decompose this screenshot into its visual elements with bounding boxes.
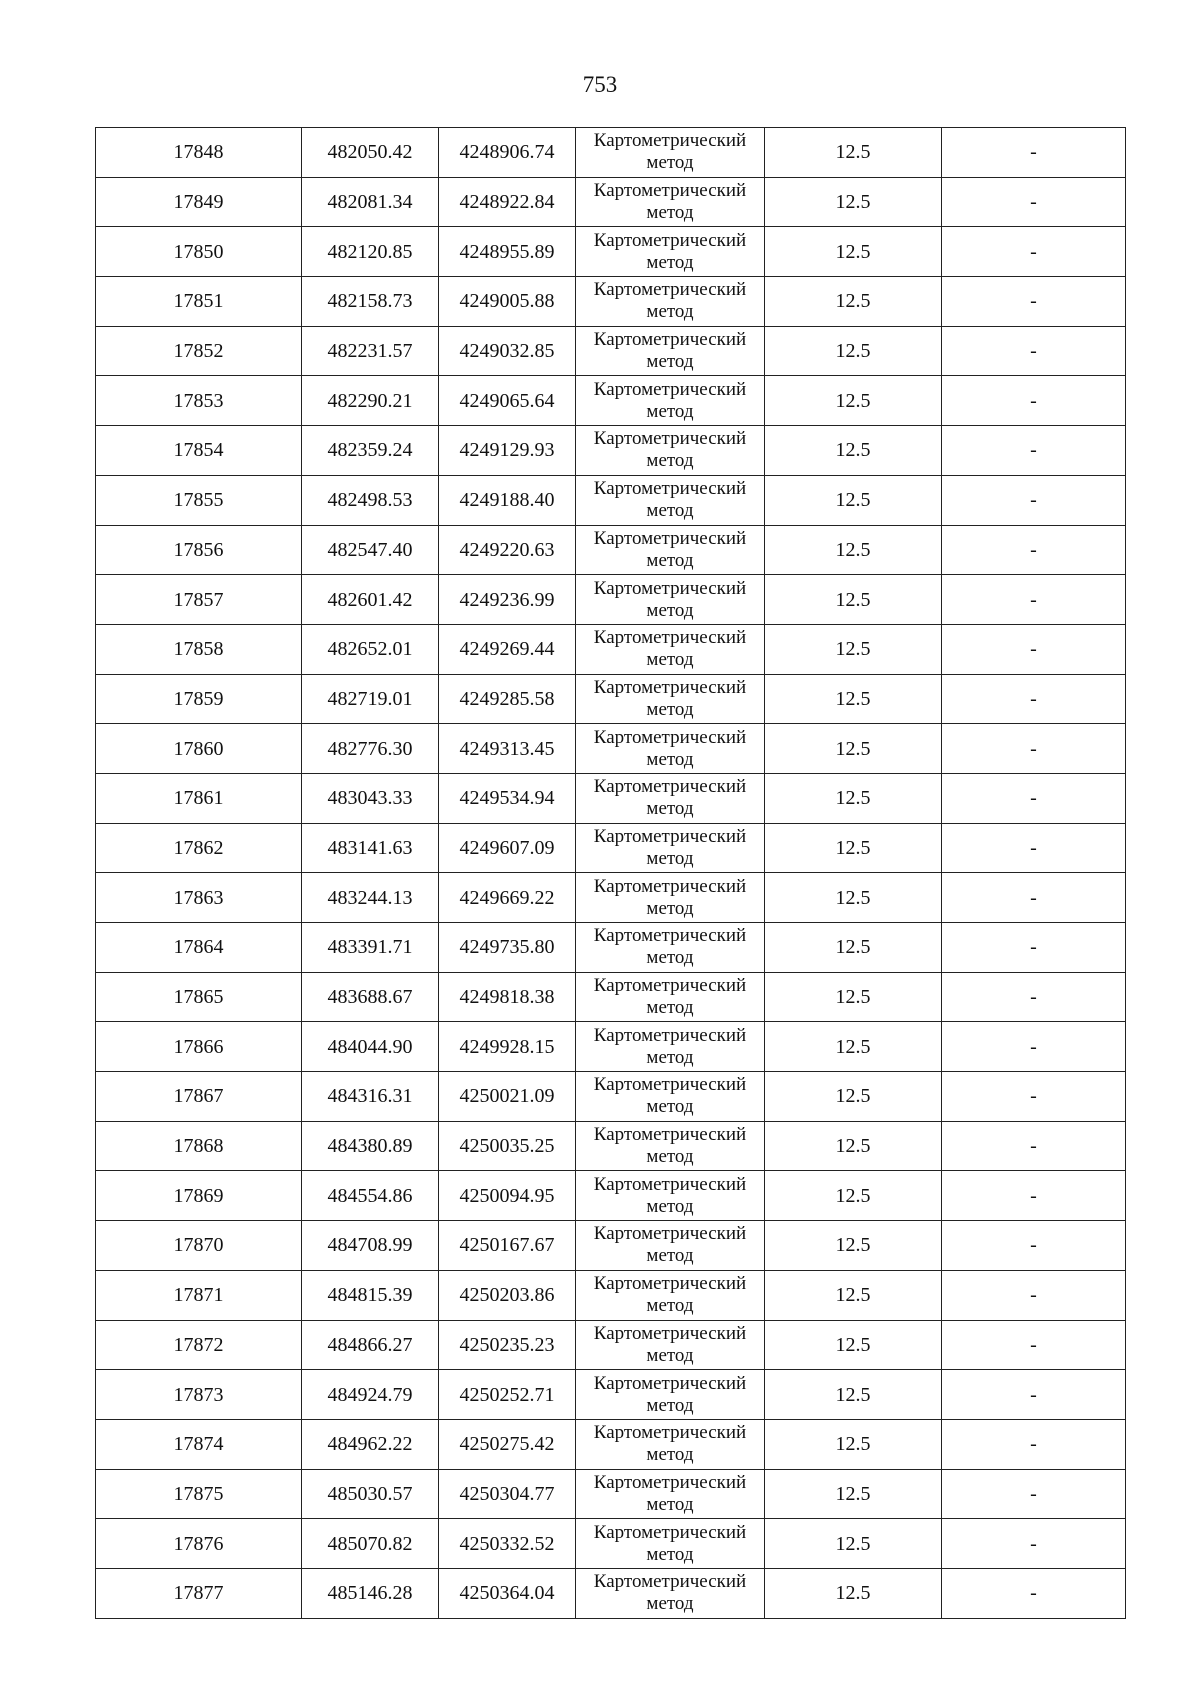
y-coordinate-cell: 4250021.09 — [439, 1072, 576, 1122]
y-coordinate-cell: 4249129.93 — [439, 426, 576, 476]
point-number-cell: 17858 — [96, 624, 302, 674]
method-cell — [576, 1072, 765, 1122]
method-line-1: Картометрический — [593, 975, 747, 997]
note-cell: - — [942, 475, 1126, 525]
note-cell: - — [942, 177, 1126, 227]
point-number-cell: 17877 — [96, 1568, 302, 1618]
method-line-1: Картометрический — [593, 1322, 747, 1344]
method-cell — [576, 823, 765, 873]
accuracy-cell: 12.5 — [765, 823, 942, 873]
table-row — [96, 525, 1126, 575]
table-row — [96, 1568, 1126, 1618]
y-coordinate-cell: 4249188.40 — [439, 475, 576, 525]
y-coordinate-cell: 4250167.67 — [439, 1221, 576, 1271]
method-line-1: Картометрический — [593, 676, 747, 698]
method-line-1: Картометрический — [593, 180, 747, 202]
point-number-cell: 17876 — [96, 1519, 302, 1569]
table-body — [96, 128, 1126, 1619]
method-cell — [576, 1370, 765, 1420]
x-coordinate-cell: 482081.34 — [302, 177, 439, 227]
accuracy-cell: 12.5 — [765, 277, 942, 327]
note-cell: - — [942, 923, 1126, 973]
note-cell: - — [942, 1419, 1126, 1469]
method-line-2: метод — [646, 698, 694, 720]
accuracy-cell: 12.5 — [765, 724, 942, 774]
note-cell: - — [942, 1519, 1126, 1569]
method-cell — [576, 972, 765, 1022]
method-line-2: метод — [646, 1444, 694, 1466]
accuracy-cell: 12.5 — [765, 923, 942, 973]
method-cell — [576, 923, 765, 973]
x-coordinate-cell: 485030.57 — [302, 1469, 439, 1519]
y-coordinate-cell: 4249669.22 — [439, 873, 576, 923]
method-cell — [576, 1270, 765, 1320]
method-line-2: метод — [646, 1593, 694, 1615]
table-row — [96, 326, 1126, 376]
note-cell: - — [942, 773, 1126, 823]
method-line-2: метод — [646, 798, 694, 820]
method-line-1: Картометрический — [593, 1521, 747, 1543]
method-cell — [576, 1022, 765, 1072]
method-cell — [576, 674, 765, 724]
accuracy-cell: 12.5 — [765, 1519, 942, 1569]
note-cell: - — [942, 823, 1126, 873]
method-cell — [576, 1221, 765, 1271]
method-line-2: метод — [646, 997, 694, 1019]
x-coordinate-cell: 483244.13 — [302, 873, 439, 923]
method-cell — [576, 873, 765, 923]
point-number-cell: 17849 — [96, 177, 302, 227]
method-line-1: Картометрический — [593, 428, 747, 450]
note-cell: - — [942, 1022, 1126, 1072]
table-row — [96, 1270, 1126, 1320]
method-cell — [576, 1320, 765, 1370]
accuracy-cell: 12.5 — [765, 674, 942, 724]
y-coordinate-cell: 4250035.25 — [439, 1121, 576, 1171]
method-line-2: метод — [646, 1146, 694, 1168]
table-row — [96, 1221, 1126, 1271]
note-cell: - — [942, 326, 1126, 376]
method-line-2: метод — [646, 202, 694, 224]
accuracy-cell: 12.5 — [765, 1221, 942, 1271]
x-coordinate-cell: 482158.73 — [302, 277, 439, 327]
method-line-2: метод — [646, 251, 694, 273]
note-cell: - — [942, 575, 1126, 625]
method-line-1: Картометрический — [593, 1273, 747, 1295]
note-cell: - — [942, 1270, 1126, 1320]
method-line-1: Картометрический — [593, 1422, 747, 1444]
accuracy-cell: 12.5 — [765, 1171, 942, 1221]
method-cell — [576, 575, 765, 625]
x-coordinate-cell: 482719.01 — [302, 674, 439, 724]
point-number-cell: 17873 — [96, 1370, 302, 1420]
table-row — [96, 624, 1126, 674]
table-row — [96, 1022, 1126, 1072]
note-cell: - — [942, 1320, 1126, 1370]
method-line-2: метод — [646, 549, 694, 571]
method-cell — [576, 525, 765, 575]
y-coordinate-cell: 4249285.58 — [439, 674, 576, 724]
method-line-1: Картометрический — [593, 1024, 747, 1046]
method-line-1: Картометрический — [593, 1372, 747, 1394]
method-line-2: метод — [646, 351, 694, 373]
x-coordinate-cell: 482776.30 — [302, 724, 439, 774]
method-cell — [576, 128, 765, 178]
x-coordinate-cell: 482498.53 — [302, 475, 439, 525]
accuracy-cell: 12.5 — [765, 525, 942, 575]
method-line-1: Картометрический — [593, 825, 747, 847]
y-coordinate-cell: 4250252.71 — [439, 1370, 576, 1420]
method-line-1: Картометрический — [593, 1173, 747, 1195]
accuracy-cell: 12.5 — [765, 873, 942, 923]
note-cell: - — [942, 426, 1126, 476]
point-number-cell: 17848 — [96, 128, 302, 178]
method-line-1: Картометрический — [593, 130, 747, 152]
accuracy-cell: 12.5 — [765, 972, 942, 1022]
method-line-2: метод — [646, 649, 694, 671]
method-line-2: метод — [646, 1344, 694, 1366]
note-cell: - — [942, 972, 1126, 1022]
point-number-cell: 17875 — [96, 1469, 302, 1519]
page-number: 753 — [582, 72, 618, 97]
method-line-1: Картометрический — [593, 627, 747, 649]
x-coordinate-cell: 484316.31 — [302, 1072, 439, 1122]
x-coordinate-cell: 484962.22 — [302, 1419, 439, 1469]
note-cell: - — [942, 1568, 1126, 1618]
x-coordinate-cell: 482290.21 — [302, 376, 439, 426]
y-coordinate-cell: 4250094.95 — [439, 1171, 576, 1221]
table-row — [96, 823, 1126, 873]
method-line-1: Картометрический — [593, 1223, 747, 1245]
point-number-cell: 17862 — [96, 823, 302, 873]
note-cell: - — [942, 128, 1126, 178]
point-number-cell: 17860 — [96, 724, 302, 774]
table-row — [96, 227, 1126, 277]
x-coordinate-cell: 483043.33 — [302, 773, 439, 823]
x-coordinate-cell: 482231.57 — [302, 326, 439, 376]
method-line-1: Картометрический — [593, 478, 747, 500]
method-line-1: Картометрический — [593, 1124, 747, 1146]
x-coordinate-cell: 482601.42 — [302, 575, 439, 625]
y-coordinate-cell: 4250203.86 — [439, 1270, 576, 1320]
table-row — [96, 1171, 1126, 1221]
method-line-2: метод — [646, 1245, 694, 1267]
method-line-2: метод — [646, 500, 694, 522]
method-line-1: Картометрический — [593, 329, 747, 351]
method-cell — [576, 1469, 765, 1519]
table-row — [96, 923, 1126, 973]
table-row — [96, 575, 1126, 625]
note-cell: - — [942, 624, 1126, 674]
note-cell: - — [942, 674, 1126, 724]
accuracy-cell: 12.5 — [765, 624, 942, 674]
table-row — [96, 277, 1126, 327]
note-cell: - — [942, 873, 1126, 923]
table-row — [96, 1121, 1126, 1171]
note-cell: - — [942, 277, 1126, 327]
table-row — [96, 1519, 1126, 1569]
x-coordinate-cell: 483688.67 — [302, 972, 439, 1022]
method-cell — [576, 624, 765, 674]
accuracy-cell: 12.5 — [765, 227, 942, 277]
point-number-cell: 17856 — [96, 525, 302, 575]
note-cell: - — [942, 227, 1126, 277]
method-line-1: Картометрический — [593, 527, 747, 549]
method-line-1: Картометрический — [593, 1471, 747, 1493]
point-number-cell: 17874 — [96, 1419, 302, 1469]
table-row — [96, 674, 1126, 724]
accuracy-cell: 12.5 — [765, 575, 942, 625]
method-cell — [576, 1121, 765, 1171]
y-coordinate-cell: 4250304.77 — [439, 1469, 576, 1519]
method-line-1: Картометрический — [593, 279, 747, 301]
accuracy-cell: 12.5 — [765, 1568, 942, 1618]
table-row — [96, 177, 1126, 227]
method-cell — [576, 1519, 765, 1569]
method-cell — [576, 1568, 765, 1618]
y-coordinate-cell: 4249313.45 — [439, 724, 576, 774]
method-cell — [576, 277, 765, 327]
y-coordinate-cell: 4249065.64 — [439, 376, 576, 426]
y-coordinate-cell: 4249735.80 — [439, 923, 576, 973]
point-number-cell: 17852 — [96, 326, 302, 376]
accuracy-cell: 12.5 — [765, 426, 942, 476]
point-number-cell: 17859 — [96, 674, 302, 724]
method-line-2: метод — [646, 1046, 694, 1068]
y-coordinate-cell: 4249269.44 — [439, 624, 576, 674]
y-coordinate-cell: 4248922.84 — [439, 177, 576, 227]
method-line-2: метод — [646, 1295, 694, 1317]
y-coordinate-cell: 4249607.09 — [439, 823, 576, 873]
accuracy-cell: 12.5 — [765, 773, 942, 823]
x-coordinate-cell: 484708.99 — [302, 1221, 439, 1271]
method-line-1: Картометрический — [593, 229, 747, 251]
y-coordinate-cell: 4249818.38 — [439, 972, 576, 1022]
point-number-cell: 17854 — [96, 426, 302, 476]
x-coordinate-cell: 483391.71 — [302, 923, 439, 973]
method-line-1: Картометрический — [593, 925, 747, 947]
point-number-cell: 17864 — [96, 923, 302, 973]
method-line-2: метод — [646, 301, 694, 323]
accuracy-cell: 12.5 — [765, 177, 942, 227]
y-coordinate-cell: 4248955.89 — [439, 227, 576, 277]
y-coordinate-cell: 4248906.74 — [439, 128, 576, 178]
method-line-2: метод — [646, 1493, 694, 1515]
x-coordinate-cell: 482050.42 — [302, 128, 439, 178]
point-number-cell: 17850 — [96, 227, 302, 277]
method-cell — [576, 773, 765, 823]
table-row — [96, 724, 1126, 774]
table-row — [96, 1320, 1126, 1370]
table-row — [96, 1072, 1126, 1122]
method-line-1: Картометрический — [593, 378, 747, 400]
point-number-cell: 17863 — [96, 873, 302, 923]
method-line-1: Картометрический — [593, 1571, 747, 1593]
method-line-2: метод — [646, 400, 694, 422]
point-number-cell: 17872 — [96, 1320, 302, 1370]
table-row — [96, 475, 1126, 525]
point-number-cell: 17855 — [96, 475, 302, 525]
x-coordinate-cell: 482359.24 — [302, 426, 439, 476]
y-coordinate-cell: 4249005.88 — [439, 277, 576, 327]
point-number-cell: 17871 — [96, 1270, 302, 1320]
accuracy-cell: 12.5 — [765, 475, 942, 525]
table-row — [96, 773, 1126, 823]
y-coordinate-cell: 4249534.94 — [439, 773, 576, 823]
method-cell — [576, 426, 765, 476]
y-coordinate-cell: 4249928.15 — [439, 1022, 576, 1072]
method-cell — [576, 376, 765, 426]
point-number-cell: 17857 — [96, 575, 302, 625]
y-coordinate-cell: 4250364.04 — [439, 1568, 576, 1618]
accuracy-cell: 12.5 — [765, 326, 942, 376]
method-line-1: Картометрический — [593, 1074, 747, 1096]
method-cell — [576, 475, 765, 525]
point-number-cell: 17870 — [96, 1221, 302, 1271]
note-cell: - — [942, 1221, 1126, 1271]
method-line-2: метод — [646, 847, 694, 869]
point-number-cell: 17851 — [96, 277, 302, 327]
table-row — [96, 128, 1126, 178]
method-cell — [576, 227, 765, 277]
coordinates-table — [95, 127, 1126, 1619]
accuracy-cell: 12.5 — [765, 1320, 942, 1370]
x-coordinate-cell: 485070.82 — [302, 1519, 439, 1569]
note-cell: - — [942, 1072, 1126, 1122]
method-line-2: метод — [646, 748, 694, 770]
method-line-2: метод — [646, 1543, 694, 1565]
method-line-2: метод — [646, 152, 694, 174]
point-number-cell: 17861 — [96, 773, 302, 823]
point-number-cell: 17865 — [96, 972, 302, 1022]
table-row — [96, 1419, 1126, 1469]
x-coordinate-cell: 482547.40 — [302, 525, 439, 575]
y-coordinate-cell: 4249220.63 — [439, 525, 576, 575]
accuracy-cell: 12.5 — [765, 1022, 942, 1072]
note-cell: - — [942, 1469, 1126, 1519]
method-cell — [576, 724, 765, 774]
x-coordinate-cell: 484044.90 — [302, 1022, 439, 1072]
note-cell: - — [942, 376, 1126, 426]
accuracy-cell: 12.5 — [765, 1370, 942, 1420]
method-cell — [576, 326, 765, 376]
x-coordinate-cell: 484866.27 — [302, 1320, 439, 1370]
table-row — [96, 1469, 1126, 1519]
table-row — [96, 426, 1126, 476]
table-row — [96, 376, 1126, 426]
note-cell: - — [942, 1121, 1126, 1171]
method-line-1: Картометрический — [593, 726, 747, 748]
method-line-2: метод — [646, 1394, 694, 1416]
method-line-2: метод — [646, 947, 694, 969]
x-coordinate-cell: 484554.86 — [302, 1171, 439, 1221]
note-cell: - — [942, 724, 1126, 774]
method-cell — [576, 1171, 765, 1221]
accuracy-cell: 12.5 — [765, 1419, 942, 1469]
accuracy-cell: 12.5 — [765, 376, 942, 426]
method-line-2: метод — [646, 450, 694, 472]
method-line-2: метод — [646, 599, 694, 621]
accuracy-cell: 12.5 — [765, 1072, 942, 1122]
x-coordinate-cell: 483141.63 — [302, 823, 439, 873]
point-number-cell: 17866 — [96, 1022, 302, 1072]
y-coordinate-cell: 4249032.85 — [439, 326, 576, 376]
accuracy-cell: 12.5 — [765, 1469, 942, 1519]
note-cell: - — [942, 525, 1126, 575]
method-line-1: Картометрический — [593, 776, 747, 798]
method-line-2: метод — [646, 1195, 694, 1217]
note-cell: - — [942, 1171, 1126, 1221]
accuracy-cell: 12.5 — [765, 128, 942, 178]
point-number-cell: 17869 — [96, 1171, 302, 1221]
x-coordinate-cell: 482652.01 — [302, 624, 439, 674]
x-coordinate-cell: 484380.89 — [302, 1121, 439, 1171]
accuracy-cell: 12.5 — [765, 1121, 942, 1171]
method-line-1: Картометрический — [593, 875, 747, 897]
note-cell: - — [942, 1370, 1126, 1420]
method-line-1: Картометрический — [593, 577, 747, 599]
point-number-cell: 17868 — [96, 1121, 302, 1171]
x-coordinate-cell: 485146.28 — [302, 1568, 439, 1618]
y-coordinate-cell: 4250332.52 — [439, 1519, 576, 1569]
method-line-2: метод — [646, 897, 694, 919]
table-row — [96, 972, 1126, 1022]
y-coordinate-cell: 4249236.99 — [439, 575, 576, 625]
table-row — [96, 873, 1126, 923]
point-number-cell: 17867 — [96, 1072, 302, 1122]
method-line-2: метод — [646, 1096, 694, 1118]
y-coordinate-cell: 4250235.23 — [439, 1320, 576, 1370]
point-number-cell: 17853 — [96, 376, 302, 426]
accuracy-cell: 12.5 — [765, 1270, 942, 1320]
x-coordinate-cell: 482120.85 — [302, 227, 439, 277]
y-coordinate-cell: 4250275.42 — [439, 1419, 576, 1469]
method-cell — [576, 177, 765, 227]
method-cell — [576, 1419, 765, 1469]
x-coordinate-cell: 484815.39 — [302, 1270, 439, 1320]
table-row — [96, 1370, 1126, 1420]
x-coordinate-cell: 484924.79 — [302, 1370, 439, 1420]
